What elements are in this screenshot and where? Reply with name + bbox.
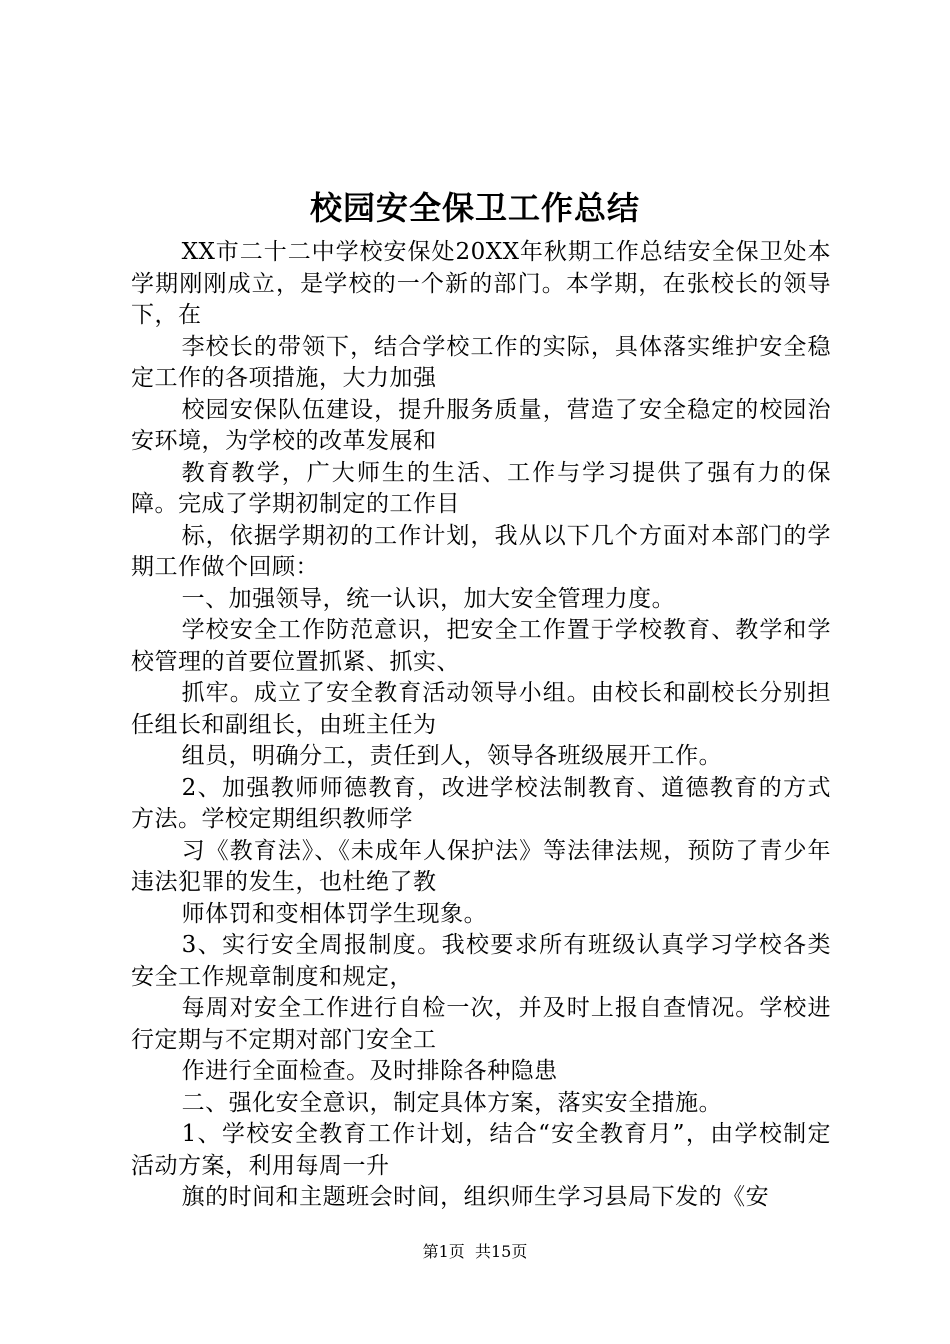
paragraph: 组员，明确分工，责任到人，领导各班级展开工作。 [181, 743, 723, 769]
paragraph: 习《教育法》、《未成年人保护法》等法律法规，预防了青少年违法犯罪的发生，也杜绝了教 [131, 837, 831, 895]
paragraph: 师体罚和变相体罚学生现象。 [181, 900, 488, 927]
paragraph: 教育教学，广大师生的生活、工作与学习提供了强有力的保障。完成了学期初制定的工作目 [131, 459, 831, 517]
paragraph: 1、学校安全教育工作计划，结合“安全教育月”，由学校制定活动方案，利用每周一升 [131, 1121, 831, 1179]
paragraph: 作进行全面检查。及时排除各种隐患 [181, 1058, 558, 1084]
paragraph: 标，依据学期初的工作计划，我从以下几个方面对本部门的学期工作做个回顾： [131, 522, 831, 580]
paragraph: 每周对安全工作进行自检一次，并及时上报自查情况。学校进行定期与不定期对部门安全工 [131, 995, 831, 1053]
page-total: 共15页 [474, 1242, 528, 1261]
paragraph: 2、加强教师师德教育，改进学校法制教育、道德教育的方式方法。学校定期组织教师学 [131, 774, 831, 832]
section-heading: 一、加强领导，统一认识，加大安全管理力度。 [181, 585, 676, 612]
page-footer [0, 1240, 950, 1264]
paragraph: 抓牢。成立了安全教育活动领导小组。由校长和副校长分别担任组长和副组长，由班主任为 [131, 680, 831, 738]
paragraph: 学校安全工作防范意识，把安全工作置于学校教育、教学和学校管理的首要位置抓紧、抓实、 [131, 617, 831, 675]
paragraph: XX市二十二中学校安保处20XX年秋期工作总结安全保卫处本学期刚刚成立，是学校的一个新的部门。本学期，在张校长的领导下，在 [131, 239, 831, 328]
paragraph: 3、实行安全周报制度。我校要求所有班级认真学习学校各类安全工作规章制度和规定， [131, 932, 831, 990]
paragraph: 旗的时间和主题班会时间，组织师生学习县局下发的《安 [181, 1184, 770, 1210]
page-number: 第1页 [422, 1242, 465, 1261]
document-body [131, 237, 831, 1214]
page-title: 校园安全保卫工作总结 [309, 189, 640, 227]
paragraph: 校园安保队伍建设，提升服务质量，营造了安全稳定的校园治安环境，为学校的改革发展和 [131, 396, 831, 454]
section-heading: 二、强化安全意识，制定具体方案，落实安全措施。 [181, 1089, 723, 1116]
paragraph: 李校长的带领下，结合学校工作的实际，具体落实维护安全稳定工作的各项措施，大力加强 [131, 333, 831, 391]
